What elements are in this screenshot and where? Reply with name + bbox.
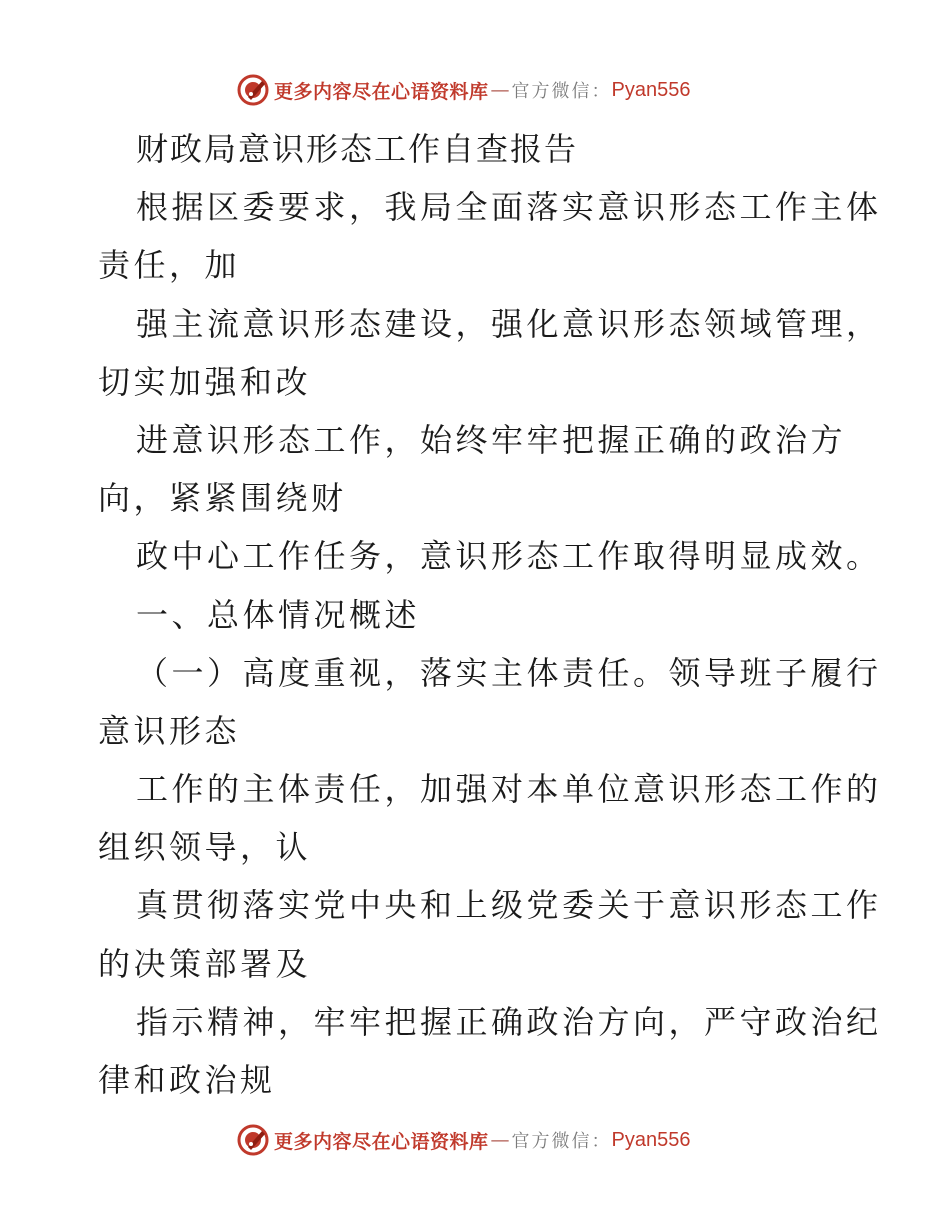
paragraph-line: 向，紧紧围绕财 [98,479,347,518]
subsection-heading-line: （一）高度重视，落实主体责任。领导班子履行 [136,653,882,692]
watermark-separator: — [490,79,510,101]
paragraph-line: 政中心工作任务，意识形态工作取得明显成效。 [136,537,882,576]
watermark-wechat-id: Pyan556 [611,78,691,101]
paragraph-line: 工作的主体责任，加强对本单位意识形态工作的 [136,770,882,809]
paragraph-line: 律和政治规 [98,1061,276,1099]
watermark-main-text: 更多内容尽在心语资料库 [274,1130,489,1153]
paragraph-line: 责任，加 [98,246,241,285]
watermark-contact-text: 官方微信： [511,81,612,102]
paragraph-line: 指示精神，牢牢把握正确政治方向，严守政治纪 [136,1002,882,1041]
watermark-contact-text: 官方微信： [511,1131,612,1152]
paragraph-line: 真贯彻落实党中央和上级党委关于意识形态工作 [136,886,882,925]
section-heading: 一、总体情况概述 [136,595,421,634]
pen-nib-logo-icon [236,73,270,107]
pen-nib-logo-icon [236,1123,270,1157]
document-body [98,120,882,1109]
watermark-wechat-id: Pyan556 [611,1128,691,1151]
paragraph-line: 的决策部署及 [98,944,312,983]
document-title: 财政局意识形态工作自查报告 [136,130,579,168]
paragraph-line: 强主流意识形态建设，强化意识形态领域管理， [136,304,882,343]
watermark-main-text: 更多内容尽在心语资料库 [274,80,489,103]
paragraph-line: 根据区委要求，我局全面落实意识形态工作主体 [136,188,882,227]
watermark-banner-bottom [236,1122,690,1158]
paragraph-line: 进意识形态工作，始终牢牢把握正确的政治方 [136,420,847,459]
watermark-banner-top [236,72,690,108]
paragraph-line: 组织领导，认 [98,828,312,867]
paragraph-line: 切实加强和改 [98,362,312,401]
paragraph-line: 意识形态 [98,711,241,750]
watermark-separator: — [490,1129,510,1151]
